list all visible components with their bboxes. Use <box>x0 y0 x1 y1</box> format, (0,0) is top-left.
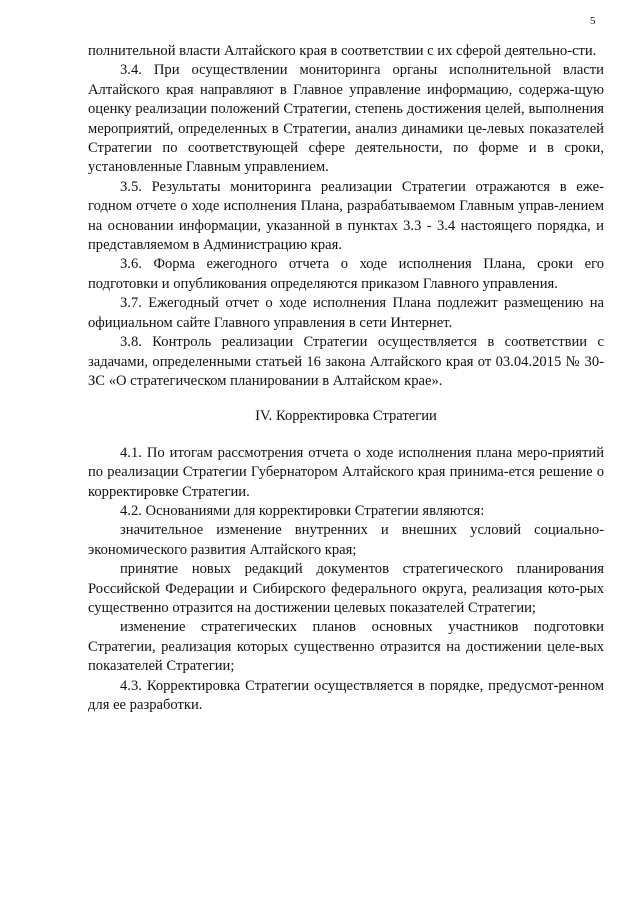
paragraph-4-1: 4.1. По итогам рассмотрения отчета о ходе исполнения плана меро-приятий по реализации Стратегии Губернатором Алтайского края принима-ется решение о корректировке Стратегии. <box>88 444 604 500</box>
list-item-new-documents: принятие новых редакций документов стратегического планирования Российской Федерации и Сибирского федерального округа, реализация кото-рых существенно отразится на достижении целевых показателей Стратегии; <box>88 561 604 616</box>
paragraph-3-6: 3.6. Форма ежегодного отчета о ходе исполнения Плана, сроки его подготовки и опубликования определяются приказом Главного управления. <box>88 256 604 292</box>
paragraph-3-7: 3.7. Ежегодный отчет о ходе исполнения Плана подлежит размещению на официальном сайте Главного управления в сети Интернет. <box>88 295 604 331</box>
paragraph-continuation: полнительной власти Алтайского края в соответствии с их сферой деятельно-сти. <box>88 43 597 59</box>
paragraph-3-5: 3.5. Результаты мониторинга реализации Стратегии отражаются в еже-годном отчете о ходе исполнения Плана, разрабатываемом Главным управ-лением на основании информации, указанной в пунктах 3.3 - 3.4 настоящего порядка, и представляемом в Администрацию края. <box>88 178 604 254</box>
paragraph-3-8: 3.8. Контроль реализации Стратегии осуществляется в соответствии с задачами, определенными статьей 16 закона Алтайского края от 03.04.2015 № 30-ЗС «О стратегическом планировании в Алтайском крае». <box>88 334 604 389</box>
section-heading: IV. Корректировка Стратегии <box>255 408 437 425</box>
paragraph-3-4: 3.4. При осуществлении мониторинга органы исполнительной власти Алтайского края направляют в Главное управление информацию, содержа-щую оценку реализации положений Стратегии, степень достижения целей, выполнения мероприятий, определенных в Стратегии, анализ динамики це-левых показателей Стратегии по соответствующей сфере деятельности, по форме и в сроки, установленные Главным управлением. <box>88 62 604 176</box>
list-item-participant-plans: изменение стратегических планов основных участников подготовки Стратегии, реализация которых существенно отразится на достижении целе-вых показателей Стратегии; <box>88 619 604 675</box>
page-number: 5 <box>590 15 596 27</box>
document-body <box>88 42 604 715</box>
paragraph-4-3: 4.3. Корректировка Стратегии осуществляется в порядке, предусмот-ренном для ее разработки. <box>88 677 604 713</box>
list-item-conditions-change: значительное изменение внутренних и внешних условий социально-экономического развития Алтайского края; <box>88 522 604 558</box>
paragraph-4-2: 4.2. Основаниями для корректировки Стратегии являются: <box>120 502 485 519</box>
